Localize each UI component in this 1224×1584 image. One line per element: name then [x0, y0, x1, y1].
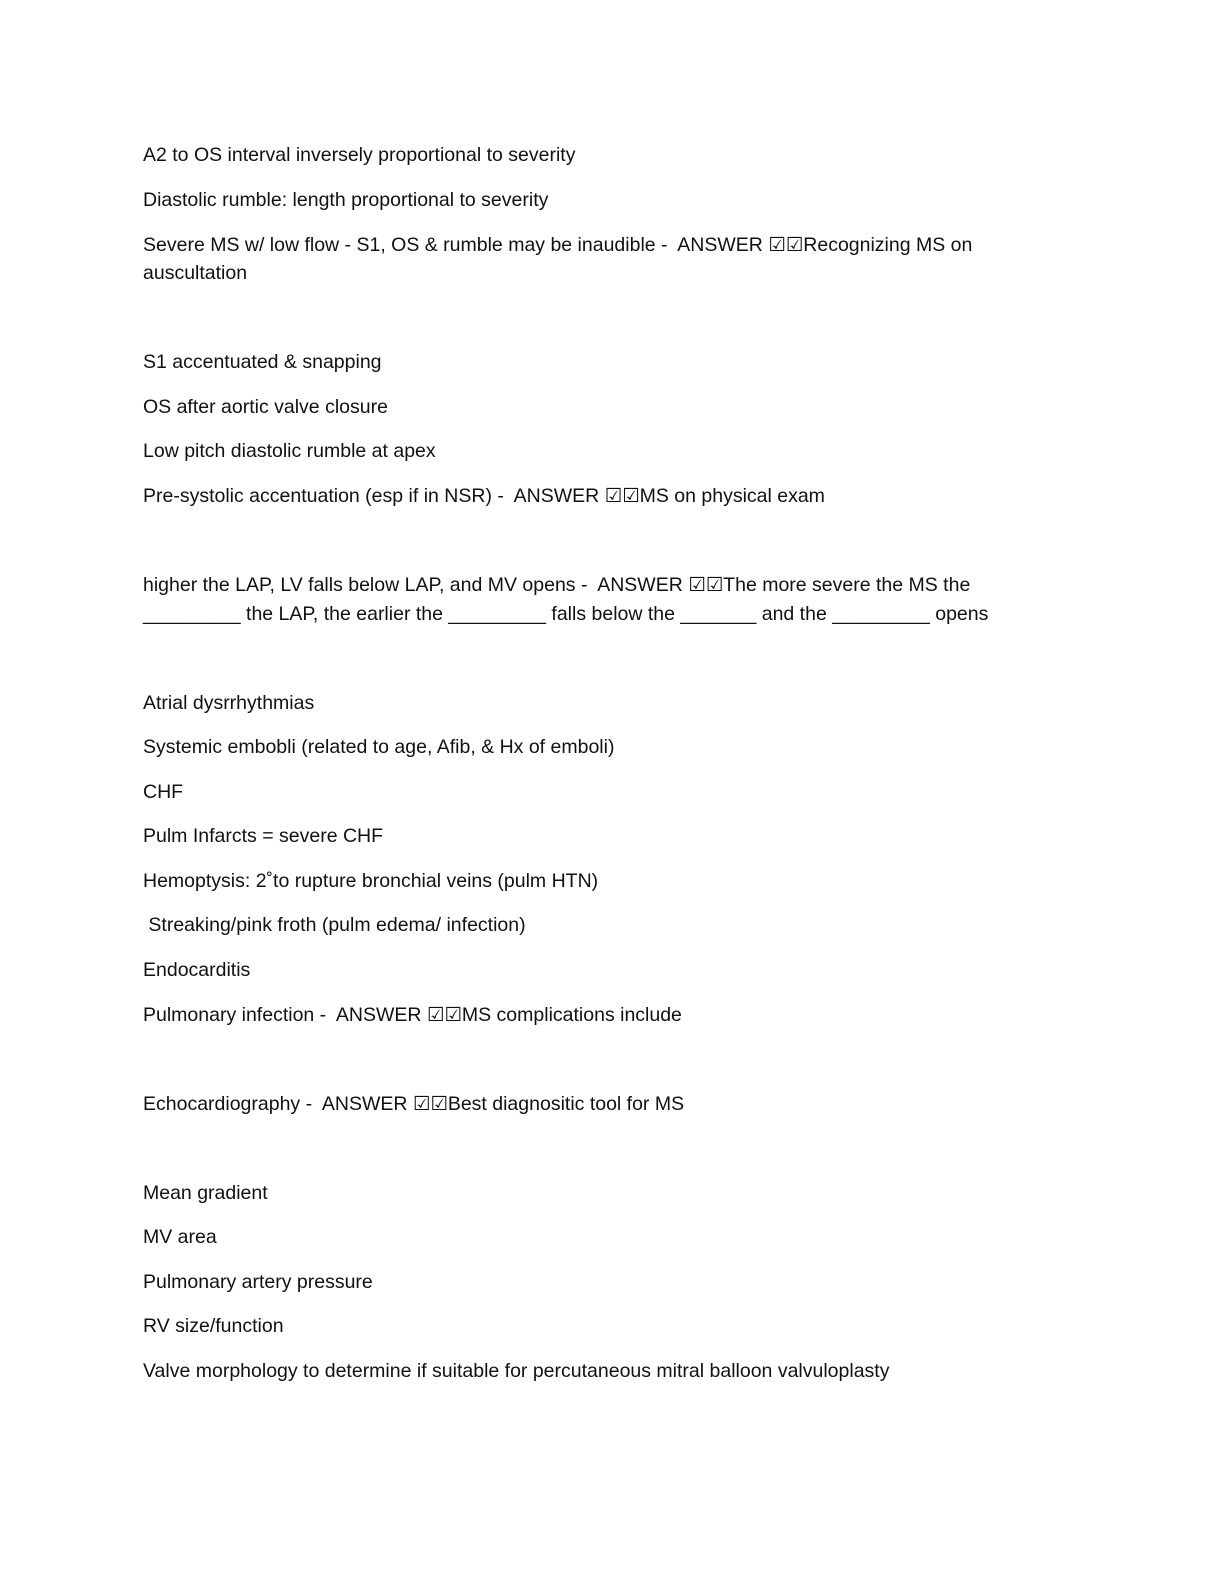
text-line: higher the LAP, LV falls below LAP, and MV opens - ANSWER ☑☑The more severe the MS the: [143, 574, 971, 596]
text-line: OS after aortic valve closure: [143, 396, 388, 418]
text-line: Low pitch diastolic rumble at apex: [143, 440, 436, 462]
text-line: Severe MS w/ low flow - S1, OS & rumble may be inaudible - ANSWER ☑☑Recognizing MS on: [143, 234, 973, 256]
text-line: Systemic embobli (related to age, Afib, & Hx of emboli): [143, 736, 615, 758]
text-line: Valve morphology to determine if suitable for percutaneous mitral balloon valvuloplasty: [143, 1360, 890, 1382]
text-line: _________ the LAP, the earlier the _________ falls below the _______ and the _________ opens: [143, 603, 989, 625]
text-line: Echocardiography - ANSWER ☑☑Best diagnositic tool for MS: [143, 1093, 685, 1115]
text-line: Pulmonary artery pressure: [143, 1271, 373, 1293]
text-line: Mean gradient: [143, 1182, 268, 1204]
text-line: Diastolic rumble: length proportional to severity: [143, 189, 549, 211]
text-line: A2 to OS interval inversely proportional to severity: [143, 144, 576, 166]
text-line: S1 accentuated & snapping: [143, 351, 382, 373]
text-line: Pulmonary infection - ANSWER ☑☑MS complications include: [143, 1004, 682, 1026]
text-line: auscultation: [143, 262, 248, 284]
text-line: Streaking/pink froth (pulm edema/ infection): [143, 914, 526, 936]
text-line: Hemoptysis: 2˚to rupture bronchial veins (pulm HTN): [143, 870, 599, 892]
text-line: Endocarditis: [143, 959, 251, 981]
text-line: Atrial dysrrhythmias: [143, 692, 315, 714]
text-line: Pulm Infarcts = severe CHF: [143, 825, 384, 847]
text-line: MV area: [143, 1226, 217, 1248]
text-line: CHF: [143, 781, 184, 803]
text-line: Pre-systolic accentuation (esp if in NSR) - ANSWER ☑☑MS on physical exam: [143, 485, 825, 507]
text-line: RV size/function: [143, 1315, 284, 1337]
